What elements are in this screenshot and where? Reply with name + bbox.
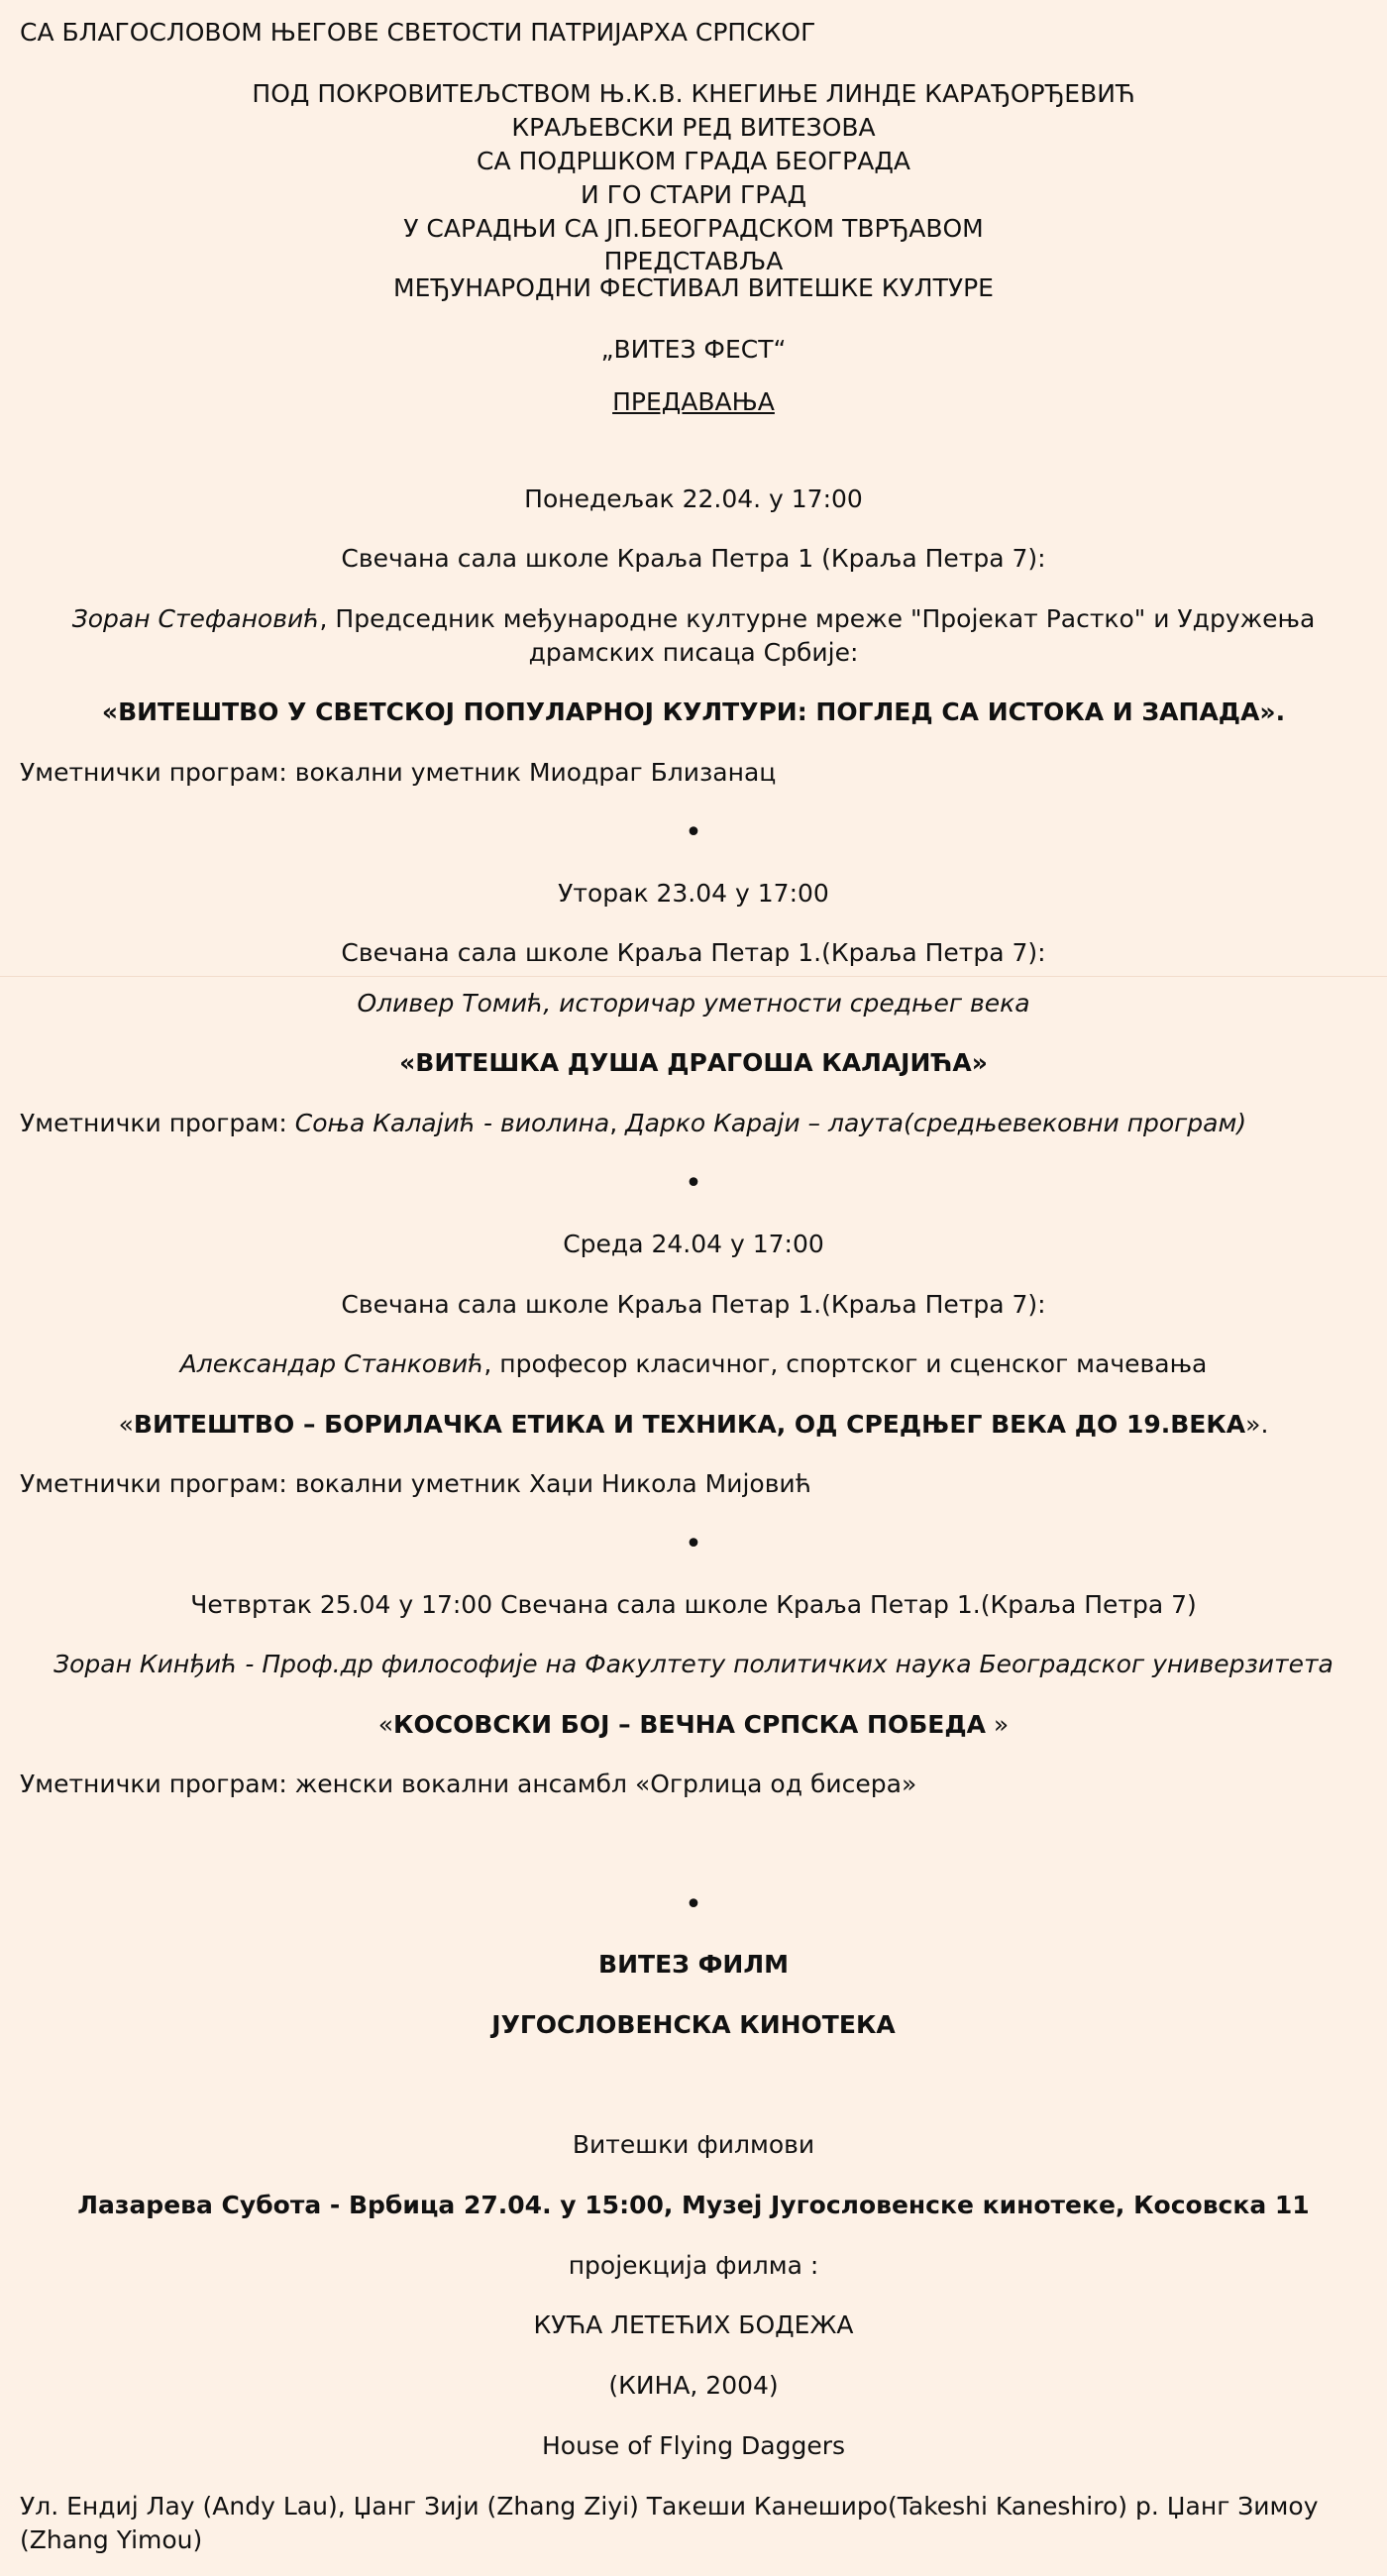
- municipality-line: И ГО СТАРИ ГРАД: [580, 180, 807, 209]
- lecture-3-title-text: ВИТЕШТВО – БОРИЛАЧКА ЕТИКА И ТЕХНИКА, ОД СРЕДЊЕГ ВЕКА ДО 19.ВЕКА: [133, 1410, 1246, 1439]
- bullet-separator-4: •: [685, 1887, 702, 1922]
- lecture-2-program-separator: ,: [609, 1109, 626, 1137]
- lecture-1-speaker-desc: , Председник међународне културне мреже "Пројекат Растко" и Удружења драмских писаца Србије:: [319, 604, 1316, 667]
- bullet-separator-2: •: [685, 1166, 702, 1201]
- lecture-2-title: «ВИТЕШКА ДУША ДРАГОША КАЛАЈИЋА»: [399, 1048, 988, 1077]
- film-title-en: House of Flying Daggers: [541, 2431, 846, 2460]
- film-heading: ВИТЕЗ ФИЛМ: [598, 1950, 789, 1979]
- film-cast: Ул. Ендиј Лау (Andy Lau), Џанг Зији (Zhang Ziyi) Такеши Канеширо(Takeshi Kaneshiro) р. Џанг Зимоу (Zhang Yimou): [20, 2492, 1319, 2554]
- bullet-separator-1: •: [685, 815, 702, 850]
- lecture-1-speaker: [40, 602, 1347, 670]
- lecture-3-speaker: [0, 1347, 1387, 1381]
- film-partner: ЈУГОСЛОВЕНСКА КИНОТЕКА: [491, 2010, 896, 2039]
- lecture-3-date: Среда 24.04 у 17:00: [563, 1230, 824, 1258]
- lecture-2-program-label: Уметнички програм:: [20, 1109, 295, 1137]
- order-line: КРАЉЕВСКИ РЕД ВИТЕЗОВА: [511, 113, 876, 142]
- lecture-2-venue: Свечана сала школе Краља Петар 1.(Краља Петра 7):: [341, 938, 1046, 967]
- film-title-sr: КУЋА ЛЕТЕЋИХ БОДЕЖА: [533, 2310, 854, 2339]
- film-country-year: (КИНА, 2004): [608, 2371, 779, 2400]
- lecture-3-title-open: «: [118, 1410, 134, 1439]
- lecture-3-speaker-desc: , професор класичног, спортског и сценског мачевања: [483, 1349, 1208, 1378]
- bullet-separator-3: •: [685, 1527, 702, 1561]
- film-subheading: Витешки филмови: [572, 2130, 815, 2159]
- lecture-2-date: Уторак 23.04 у 17:00: [558, 879, 829, 908]
- city-support-line: СА ПОДРШКОМ ГРАДА БЕОГРАДА: [477, 147, 910, 175]
- lecture-3-speaker-name: Александар Станковић: [179, 1349, 484, 1378]
- lecture-1-program-label: Уметнички програм:: [20, 758, 295, 787]
- lecture-4-title-text: КОСОВСКИ БОЈ – ВЕЧНА СРПСКА ПОБЕДА: [393, 1710, 986, 1739]
- lecture-4-speaker: Зоран Кинђић - Проф.др философије на Факултету политичких наука Београдског универзитета: [53, 1650, 1334, 1678]
- lecture-3-program: Уметнички програм: вокални уметник Хаџи Никола Мијовић: [20, 1469, 811, 1498]
- lecture-1-title: «ВИТЕШТВО У СВЕТСКОЈ ПОПУЛАРНОЈ КУЛТУРИ: ПОГЛЕД СА ИСТОКА И ЗАПАДА».: [101, 698, 1286, 726]
- section-heading-lectures: [0, 385, 1387, 419]
- film-projection-label: пројекција филма :: [568, 2251, 819, 2280]
- lecture-1-venue: Свечана сала школе Краља Петра 1 (Краља Петра 7):: [341, 544, 1046, 573]
- lecture-1-program-value: вокални уметник Миодраг Близанац: [294, 758, 777, 787]
- lecture-3-title: [0, 1408, 1387, 1442]
- patron-line: ПОД ПОКРОВИТЕЉСТВОМ Њ.К.В. КНЕГИЊЕ ЛИНДЕ КАРАЂОРЂЕВИЋ: [252, 79, 1135, 108]
- blessing-line: СА БЛАГОСЛОВОМ ЊЕГОВЕ СВЕТОСТИ ПАТРИЈАРХА СРПСКОГ: [20, 18, 816, 47]
- lecture-1-date: Понедељак 22.04. у 17:00: [524, 484, 863, 513]
- lecture-3-venue: Свечана сала школе Краља Петар 1.(Краља Петра 7):: [341, 1290, 1046, 1319]
- lecture-4-title-open: «: [377, 1710, 394, 1739]
- lecture-4-date-venue: Четвртак 25.04 у 17:00 Свечана сала школе Краља Петар 1.(Краља Петра 7): [190, 1590, 1197, 1619]
- lecture-1-program: [20, 756, 1367, 790]
- lecture-2-program: [20, 1107, 1367, 1140]
- page-divider: [0, 976, 1387, 977]
- lecture-2-program-violin: Соња Калајић - виолина: [294, 1109, 610, 1137]
- film-event: Лазарева Субота - Врбица 27.04. у 15:00, Музеј Југословенске кинотеке, Косовска 11: [77, 2191, 1310, 2219]
- lecture-2-program-lute: Дарко Караји – лаута(средњевековни програм): [625, 1109, 1247, 1137]
- presents-line: ПРЕДСТАВЉА: [603, 247, 784, 275]
- festival-name: „ВИТЕЗ ФЕСТ“: [600, 335, 787, 364]
- lecture-2-speaker: Оливер Томић, историчар уметности средњег века: [357, 989, 1030, 1018]
- festival-description: МЕЂУНАРОДНИ ФЕСТИВАЛ ВИТЕШКЕ КУЛТУРЕ: [393, 273, 994, 302]
- lecture-3-title-close: ».: [1245, 1410, 1269, 1439]
- lecture-4-title: [0, 1708, 1387, 1742]
- cooperation-line: У САРАДЊИ СА ЈП.БЕОГРАДСКОМ ТВРЂАВОМ: [403, 214, 984, 243]
- lectures-heading-text: ПРЕДАВАЊА: [612, 387, 775, 416]
- lecture-1-speaker-name: Зоран Стефановић: [71, 604, 320, 633]
- lecture-4-title-close: »: [985, 1710, 1010, 1739]
- lecture-4-program: Уметнички програм: женски вокални ансамбл «Огрлица од бисера»: [20, 1770, 917, 1798]
